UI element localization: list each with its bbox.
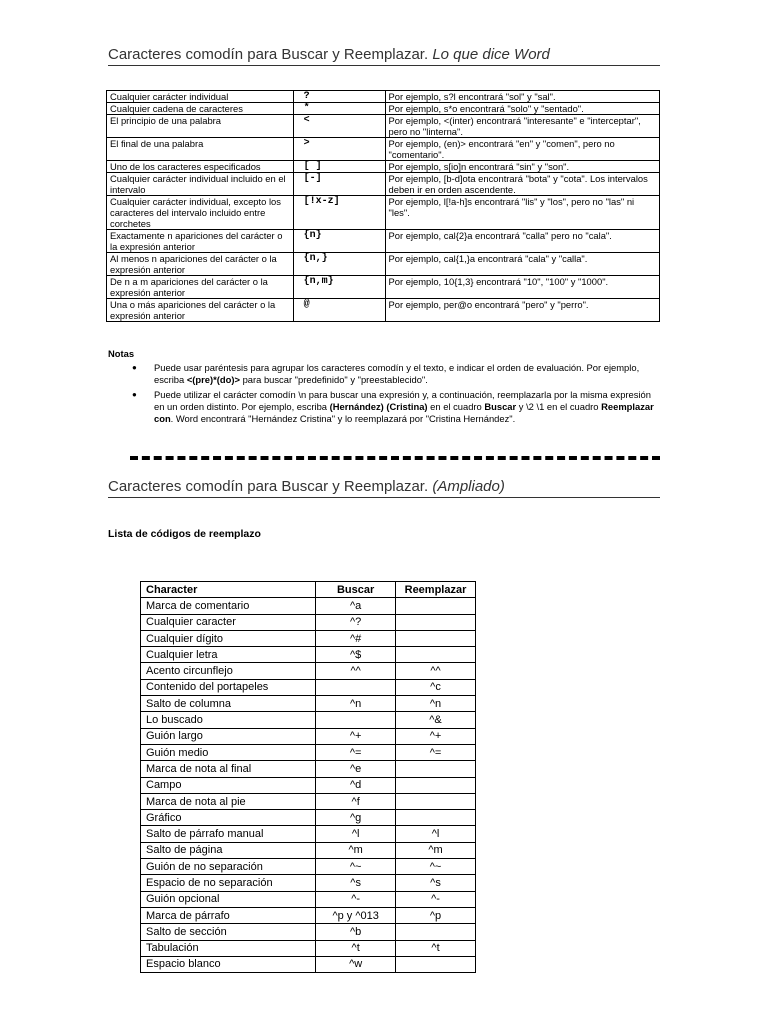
table-row — [141, 630, 476, 646]
table-row — [141, 614, 476, 630]
wildcard-description: De n a m apariciones del carácter o la expresión anterior — [107, 276, 294, 299]
code-search: ^n — [316, 696, 396, 712]
code-search: ^a — [316, 598, 396, 614]
wildcard-symbol: [!x-z] — [293, 196, 385, 230]
note-item — [154, 389, 660, 425]
column-header: Character — [141, 582, 316, 598]
code-search — [316, 679, 396, 695]
code-replace — [396, 598, 476, 614]
wildcard-row — [107, 161, 660, 173]
code-name: Guión medio — [141, 744, 316, 760]
code-name: Guión opcional — [141, 891, 316, 907]
section-title-plain: Caracteres comodín para Buscar y Reemplazar. — [108, 46, 429, 63]
wildcards-table — [106, 90, 660, 322]
wildcard-row — [107, 173, 660, 196]
code-name: Acento circunflejo — [141, 663, 316, 679]
wildcard-symbol: {n,} — [293, 253, 385, 276]
notes-list — [108, 362, 660, 425]
code-name: Lo buscado — [141, 712, 316, 728]
wildcard-symbol: < — [293, 115, 385, 138]
table-row — [141, 826, 476, 842]
code-name: Cualquier caracter — [141, 614, 316, 630]
wildcard-example: Por ejemplo, s*o encontrará "solo" y "sentado". — [385, 103, 659, 115]
wildcard-symbol: * — [293, 103, 385, 115]
wildcard-symbol: {n} — [293, 230, 385, 253]
code-replace — [396, 793, 476, 809]
code-search: ^# — [316, 630, 396, 646]
code-search: ^? — [316, 614, 396, 630]
note-text: Puede utilizar el carácter comodín \n para buscar una expresión y, a continuación, reemplazarla por la misma expresión en un orden distinto. Por ejemplo, escriba — [154, 389, 651, 412]
table-row — [141, 744, 476, 760]
table-row — [141, 728, 476, 744]
codes-subtitle: Lista de códigos de reemplazo — [108, 528, 261, 540]
code-replace — [396, 647, 476, 663]
note-text: . Word encontrará "Hernández Cristina" y lo reemplazará por "Cristina Hernández". — [170, 413, 516, 424]
section-title-italic: Lo que dice Word — [432, 46, 550, 63]
note-text: y \2 \1 en el cuadro — [516, 401, 602, 412]
wildcard-description: Cualquier carácter individual, excepto los caracteres del intervalo incluido entre corchetes — [107, 196, 294, 230]
code-name: Guión largo — [141, 728, 316, 744]
code-replace — [396, 614, 476, 630]
wildcard-description: Uno de los caracteres especificados — [107, 161, 294, 173]
code-replace — [396, 810, 476, 826]
column-header: Buscar — [316, 582, 396, 598]
code-search: ^b — [316, 924, 396, 940]
note-code: (Hernández) (Cristina) — [329, 401, 428, 412]
section-title-plain: Caracteres comodín para Buscar y Reemplazar. — [108, 478, 429, 495]
wildcard-symbol: ? — [293, 91, 385, 103]
code-replace: ^m — [396, 842, 476, 858]
code-replace: ^- — [396, 891, 476, 907]
code-replace: ^n — [396, 696, 476, 712]
wildcard-symbol: {n,m} — [293, 276, 385, 299]
note-bold: Buscar — [484, 401, 517, 412]
wildcard-row — [107, 196, 660, 230]
code-search: ^- — [316, 891, 396, 907]
wildcard-row — [107, 115, 660, 138]
wildcard-symbol: [ ] — [293, 161, 385, 173]
code-name: Tabulación — [141, 940, 316, 956]
notes-title: Notas — [108, 348, 135, 359]
wildcard-example: Por ejemplo, [b-d]ota encontrará "bota" y "cota". Los intervalos deben ir en orden ascendente. — [385, 173, 659, 196]
code-replace — [396, 761, 476, 777]
wildcard-example: Por ejemplo, cal{1,}a encontrará "cala" y "calla". — [385, 253, 659, 276]
column-header: Reemplazar — [396, 582, 476, 598]
code-replace: ^= — [396, 744, 476, 760]
code-replace — [396, 777, 476, 793]
code-replace: ^+ — [396, 728, 476, 744]
code-search: ^+ — [316, 728, 396, 744]
code-name: Espacio de no separación — [141, 875, 316, 891]
table-row — [141, 793, 476, 809]
code-name: Marca de párrafo — [141, 907, 316, 923]
note-item — [154, 362, 660, 386]
table-row — [141, 598, 476, 614]
wildcard-example: Por ejemplo, s[io]n encontrará "sin" y "son". — [385, 161, 659, 173]
code-search: ^^ — [316, 663, 396, 679]
wildcard-description: Exactamente n apariciones del carácter o la expresión anterior — [107, 230, 294, 253]
wildcard-row — [107, 276, 660, 299]
wildcard-description: Al menos n apariciones del carácter o la expresión anterior — [107, 253, 294, 276]
code-search: ^w — [316, 956, 396, 972]
note-bold: Reemplazar con — [154, 401, 654, 424]
code-replace: ^p — [396, 907, 476, 923]
wildcard-symbol: > — [293, 138, 385, 161]
wildcard-symbol: [-] — [293, 173, 385, 196]
code-name: Cualquier dígito — [141, 630, 316, 646]
wildcard-symbol: @ — [293, 299, 385, 322]
code-replace — [396, 924, 476, 940]
wildcard-row — [107, 91, 660, 103]
wildcard-row — [107, 103, 660, 115]
code-name: Salto de párrafo manual — [141, 826, 316, 842]
wildcard-description: Cualquier carácter individual incluido en el intervalo — [107, 173, 294, 196]
wildcard-description: Una o más apariciones del carácter o la expresión anterior — [107, 299, 294, 322]
code-name: Marca de comentario — [141, 598, 316, 614]
code-name: Campo — [141, 777, 316, 793]
table-row — [141, 891, 476, 907]
table-row — [141, 663, 476, 679]
code-search: ^l — [316, 826, 396, 842]
section-title-extended — [108, 478, 660, 498]
code-search — [316, 712, 396, 728]
table-row — [141, 777, 476, 793]
code-name: Guión de no separación — [141, 859, 316, 875]
code-replace: ^t — [396, 940, 476, 956]
wildcard-example: Por ejemplo, <(inter) encontrará "interesante" e "interceptar", pero no "linterna". — [385, 115, 659, 138]
table-row — [141, 875, 476, 891]
wildcard-description: Cualquier carácter individual — [107, 91, 294, 103]
wildcard-description: El final de una palabra — [107, 138, 294, 161]
wildcard-example: Por ejemplo, per@o encontrará "pero" y "perro". — [385, 299, 659, 322]
wildcard-example: Por ejemplo, 10{1,3} encontrará "10", "100" y "1000". — [385, 276, 659, 299]
note-text: para buscar "predefinido" y "preestablecido". — [239, 374, 428, 385]
code-name: Gráfico — [141, 810, 316, 826]
code-name: Salto de columna — [141, 696, 316, 712]
code-search: ^m — [316, 842, 396, 858]
wildcard-example: Por ejemplo, (en)> encontrará "en" y "comen", pero no "comentario". — [385, 138, 659, 161]
wildcard-description: Cualquier cadena de caracteres — [107, 103, 294, 115]
code-replace: ^~ — [396, 859, 476, 875]
wildcard-row — [107, 299, 660, 322]
dashed-divider — [130, 456, 660, 460]
note-text: Puede usar paréntesis para agrupar los caracteres comodín y el texto, e indicar el orden de evaluación. Por ejemplo, escriba — [154, 362, 640, 385]
code-name: Salto de sección — [141, 924, 316, 940]
notes-section — [108, 348, 660, 428]
table-row — [141, 712, 476, 728]
code-search: ^d — [316, 777, 396, 793]
table-row — [141, 647, 476, 663]
code-name: Contenido del portapeles — [141, 679, 316, 695]
table-row — [141, 761, 476, 777]
replacement-codes-table — [140, 581, 476, 973]
table-row — [141, 679, 476, 695]
table-row — [141, 859, 476, 875]
note-text: en el cuadro — [427, 401, 485, 412]
wildcard-row — [107, 138, 660, 161]
code-search: ^~ — [316, 859, 396, 875]
table-row — [141, 924, 476, 940]
table-row — [141, 907, 476, 923]
code-search: ^g — [316, 810, 396, 826]
code-search: ^s — [316, 875, 396, 891]
code-search: ^= — [316, 744, 396, 760]
wildcard-example: Por ejemplo, cal{2}a encontrará "calla" pero no "cala". — [385, 230, 659, 253]
code-replace: ^& — [396, 712, 476, 728]
wildcard-example: Por ejemplo, l[!a-h]s encontrará "lis" y "los", pero no "las" ni "les". — [385, 196, 659, 230]
code-replace — [396, 630, 476, 646]
code-search: ^p y ^013 — [316, 907, 396, 923]
wildcard-row — [107, 230, 660, 253]
table-row — [141, 696, 476, 712]
table-row — [141, 810, 476, 826]
code-name: Cualquier letra — [141, 647, 316, 663]
code-name: Marca de nota al pie — [141, 793, 316, 809]
table-row — [141, 940, 476, 956]
code-replace: ^c — [396, 679, 476, 695]
wildcard-row — [107, 253, 660, 276]
code-name: Salto de página — [141, 842, 316, 858]
code-name: Espacio blanco — [141, 956, 316, 972]
table-row — [141, 842, 476, 858]
code-search: ^f — [316, 793, 396, 809]
code-replace: ^s — [396, 875, 476, 891]
section-title-word — [108, 46, 660, 66]
code-replace — [396, 956, 476, 972]
wildcard-description: El principio de una palabra — [107, 115, 294, 138]
code-replace: ^^ — [396, 663, 476, 679]
code-search: ^t — [316, 940, 396, 956]
code-search: ^e — [316, 761, 396, 777]
code-name: Marca de nota al final — [141, 761, 316, 777]
code-search: ^$ — [316, 647, 396, 663]
code-replace: ^l — [396, 826, 476, 842]
table-row — [141, 956, 476, 972]
note-code: <(pre)*(do)> — [186, 374, 240, 385]
wildcard-example: Por ejemplo, s?l encontrará "sol" y "sal". — [385, 91, 659, 103]
section-title-italic: (Ampliado) — [432, 478, 505, 495]
